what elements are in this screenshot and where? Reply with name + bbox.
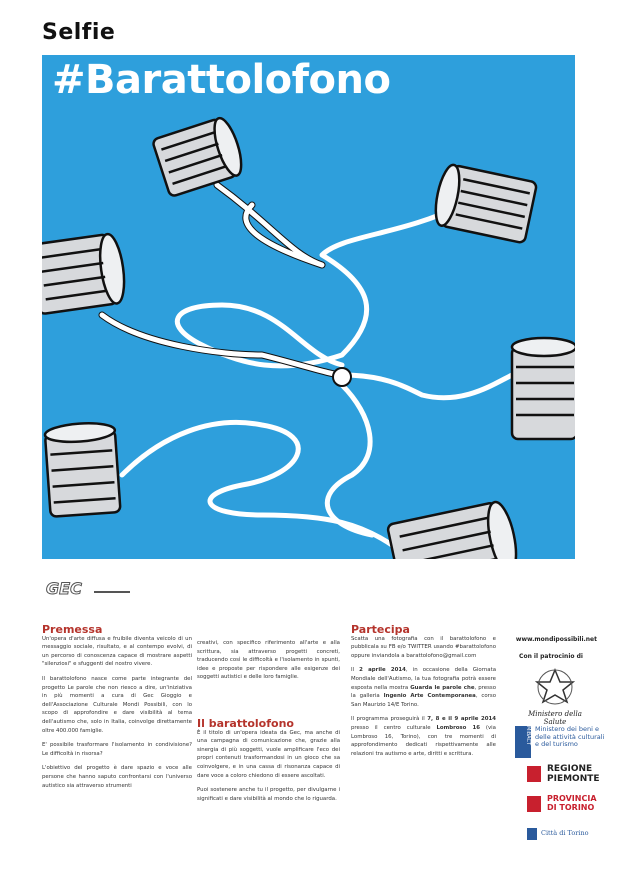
logo-label: Città di Torino — [541, 829, 589, 837]
logo-provincia-torino — [527, 794, 605, 816]
paragraph — [351, 666, 496, 709]
logo-label: Ministero della Salute — [528, 710, 582, 726]
logo-label: PROVINCIA DI TORINO — [547, 794, 597, 812]
paragraph: È il titolo di un'opera ideata da Gec, ma anche di una campagna di comunicazione che, grazie alla sinergia di più soggetti, vuole amplificare l'eco dei propri contenuti trasformandosi in un gioco che sa coinvolgere, e in una cassa di risonanza capace di dare voce a coloro chiedono di essere ascoltati. — [197, 729, 340, 779]
column-barattolofono — [197, 626, 340, 809]
text-span: , presso la galleria — [351, 684, 496, 700]
text-span: Il — [351, 667, 360, 674]
section-title-premessa: Premessa — [42, 623, 103, 636]
paragraph: Il barattolofono nasce come parte integrante del progetto Le parole che non riesco a dire, un'iniziativa in più momenti a cura di Gec Gioggio e dell'Associazione Culturale Mondi Possibili, con lo scopo di approfondire e dare visibilità al tema dell'autismo che, solo in Italia, coinvolge direttamente oltre 400.000 famiglie. — [42, 675, 192, 734]
logo-citta-torino — [527, 828, 605, 842]
logo-regione-piemonte — [527, 764, 605, 786]
emblem-icon — [520, 666, 590, 706]
date-highlight: 2 aprile 2014 — [359, 667, 406, 674]
text-span: (via Lombroso 16, Torino), con tre momenti di approfondimento dedicati rispettivamente alle relazioni tra autismo e arte, diritti e scrittura. — [351, 724, 496, 757]
website-link[interactable]: www.mondipossibili.net — [515, 636, 597, 643]
text-span: , corso San Maurizio 14/E Torino. — [351, 693, 496, 708]
column-premessa — [42, 623, 192, 796]
sponsors-column — [505, 636, 605, 837]
paragraph: Puoi sostenere anche tu il progetto, per divulgarne i significati e dare visibilità al mondo che lo riguarda. — [197, 787, 340, 802]
text-span: presso il centro culturale — [351, 724, 437, 731]
patronage-label: Con il patrocinio di — [519, 653, 583, 660]
shield-icon — [527, 796, 541, 812]
paragraph: Scatta una fotografia con il barattolofono e pubblicala su FB e/o TWITTER usando #barattolofono oppure inviandola a barattolofono@gmail.com — [351, 635, 496, 659]
poster-image — [42, 55, 575, 559]
shield-icon — [527, 766, 541, 782]
string-telephone-illustration — [42, 55, 575, 559]
poster-headline: #Barattolofono — [52, 57, 391, 103]
column-partecipa — [351, 623, 496, 764]
section-title-partecipa: Partecipa — [351, 623, 410, 636]
signature-text: GEC — [46, 579, 82, 598]
artist-signature — [44, 578, 134, 604]
mibact-mark: MiBACT — [515, 726, 531, 758]
paragraph: creativi, con specifico riferimento all'arte e alla scrittura, sia attraverso progetti concreti, traducendo così le difficoltà e l'isolamento in spunti, idee e proposte per rispondere alle esigenze dei soggetti autistici e delle loro famiglie. — [197, 640, 340, 681]
text-span: Il programma proseguirà il — [351, 716, 428, 723]
paragraph: L'obiettivo del progetto è dare spazio e voce alle persone che hanno saputo confrontarsi con l'universo autistico sia attraverso strumenti — [42, 765, 192, 789]
signature-logo — [44, 578, 134, 600]
section-title-barattolofono: Il barattolofono — [197, 716, 294, 730]
text-span: , in occasione della Giornata Mondiale dell'Autismo, la tua fotografia potrà essere esposta nella mostra — [351, 667, 496, 691]
paragraph: E' possibile trasformare l'isolamento in condivisione? Le difficoltà in risorsa? — [42, 742, 192, 757]
shield-icon — [527, 828, 537, 840]
logo-label: REGIONE PIEMONTE — [547, 764, 600, 784]
gallery-name: Ingenio Arte Contemporanea — [383, 693, 476, 700]
dates-highlight: 7, 8 e il 9 aprile 2014 — [427, 716, 496, 723]
paragraph — [351, 715, 496, 758]
paragraph: Un'opera d'arte diffusa e fruibile diventa veicolo di un messaggio sociale, risultato, e al contempo evolvi, di un percorso di conoscenza capace di mostrare aspetti "silenziosi" e sfuggenti del nostro vivere. — [42, 635, 192, 668]
venue-name: Lombroso 16 — [436, 724, 480, 731]
logo-label: Ministero dei beni e delle attività culturali e del turismo — [535, 725, 605, 748]
logo-ministero-salute — [520, 666, 590, 726]
kicker-title: Selfie — [42, 20, 116, 45]
exhibition-name: Guarda le parole che — [410, 684, 475, 691]
logo-mibact — [515, 726, 605, 760]
